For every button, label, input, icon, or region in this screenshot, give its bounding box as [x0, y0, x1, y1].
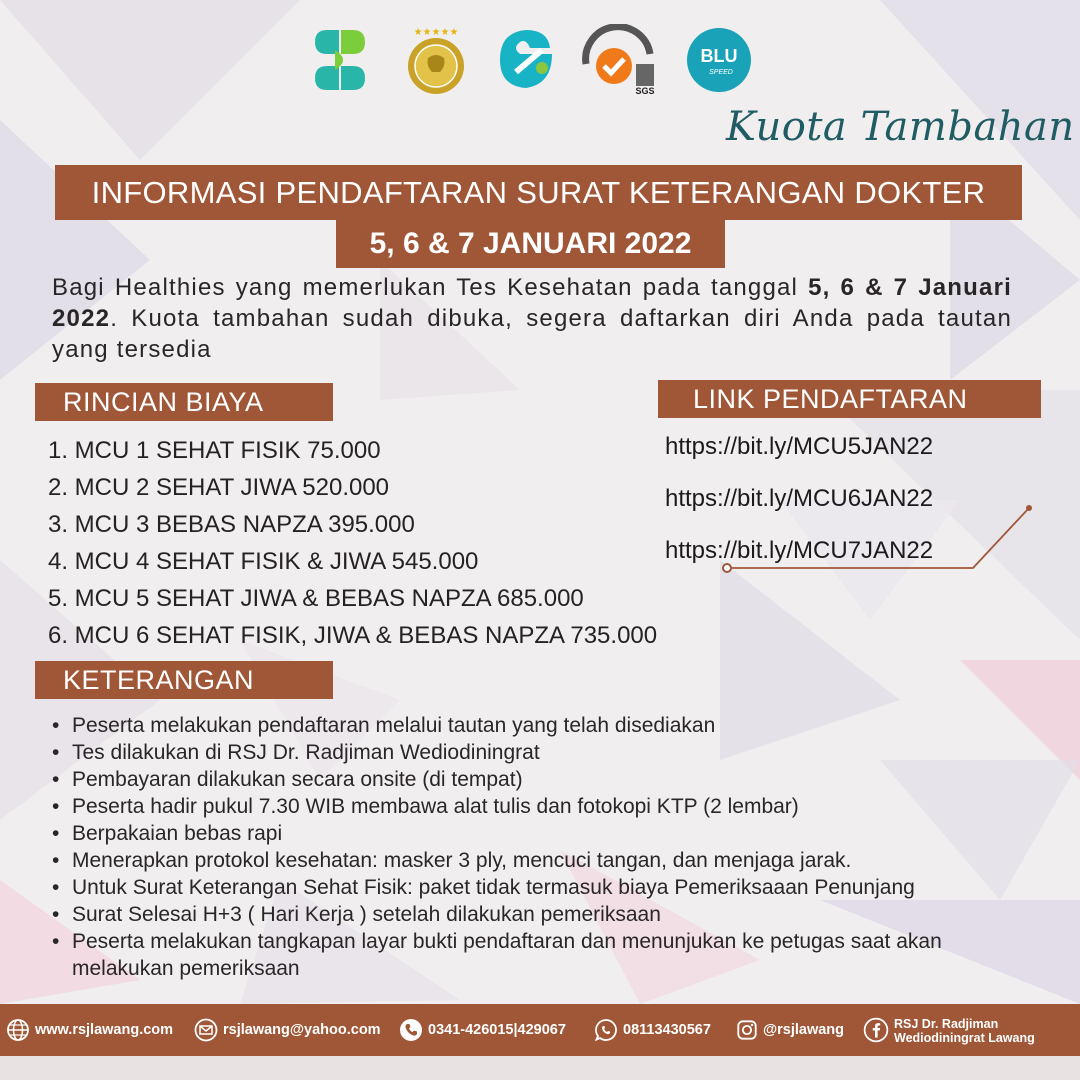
whatsapp-text: 08113430567 — [623, 1022, 711, 1038]
bullet: • — [52, 876, 60, 899]
footer-instagram[interactable] — [736, 1015, 844, 1045]
facebook-icon — [863, 1017, 889, 1043]
whatsapp-icon — [594, 1018, 618, 1042]
footer-whatsapp[interactable] — [594, 1015, 711, 1045]
bullet: • — [52, 768, 60, 791]
cost-list — [48, 432, 657, 654]
decorative-connector-line — [718, 500, 1038, 580]
footer-website[interactable] — [6, 1015, 173, 1045]
svg-text:SPEED: SPEED — [709, 69, 733, 76]
bullet: • — [52, 849, 60, 872]
footer-phone[interactable] — [399, 1015, 566, 1045]
phone-icon — [399, 1018, 423, 1042]
facebook-line-1: RSJ Dr. Radjiman — [894, 1017, 999, 1031]
event-date: 5, 6 & 7 JANUARI 2022 — [336, 220, 725, 268]
kemenkes-logo — [305, 24, 375, 96]
bullet: • — [52, 795, 60, 818]
notes-heading: KETERANGAN — [35, 661, 333, 699]
instagram-icon — [736, 1019, 758, 1041]
facebook-line-2: Wediodiningrat Lawang — [894, 1031, 1035, 1045]
cost-item: 1. MCU 1 SEHAT FISIK 75.000 — [48, 437, 381, 464]
sgs-iso-certification — [580, 24, 660, 96]
blu-speed-logo — [683, 24, 755, 96]
germas-logo — [490, 24, 562, 96]
note-item: • Tes dilakukan di RSJ Dr. Radjiman Wediodiningrat — [52, 741, 540, 764]
registration-link-6jan[interactable]: https://bit.ly/MCU6JAN22 — [665, 485, 934, 512]
note-item: • Peserta melakukan tangkapan layar bukti pendaftaran dan menunjukan ke petugas saat akan melakukan pemeriksaan — [52, 930, 942, 980]
registration-link-7jan[interactable]: https://bit.ly/MCU7JAN22 — [665, 537, 934, 564]
note-item: • Menerapkan protokol kesehatan: masker 3 ply, mencuci tangan, dan menjaga jarak. — [52, 849, 852, 872]
instagram-text: @rsjlawang — [763, 1022, 845, 1038]
links-heading: LINK PENDAFTARAN — [658, 380, 1041, 418]
note-item: • Peserta hadir pukul 7.30 WIB membawa alat tulis dan fotokopi KTP (2 lembar) — [52, 795, 799, 818]
intro-paragraph — [52, 272, 1012, 365]
quality-award-seal — [400, 24, 472, 96]
globe-icon — [6, 1018, 30, 1042]
bullet: • — [52, 903, 60, 926]
phone-text: 0341-426015|429067 — [428, 1022, 566, 1038]
website-text: www.rsjlawang.com — [35, 1022, 174, 1038]
cost-heading: RINCIAN BIAYA — [35, 383, 333, 421]
note-item: • Pembayaran dilakukan secara onsite (di tempat) — [52, 768, 523, 791]
bullet: • — [52, 822, 60, 845]
intro-text-2: . Kuota tambahan sudah dibuka, segera daftarkan diri Anda pada tautan yang tersedia — [52, 305, 1012, 363]
page-title: INFORMASI PENDAFTARAN SURAT KETERANGAN DOKTER — [55, 165, 1022, 220]
cost-item: 2. MCU 2 SEHAT JIWA 520.000 — [48, 474, 390, 501]
bullet: • — [52, 714, 60, 737]
svg-text:★★★★★: ★★★★★ — [413, 27, 459, 38]
svg-text:BLU: BLU — [700, 46, 738, 66]
note-item: • Peserta melakukan pendaftaran melalui tautan yang telah disediakan — [52, 714, 716, 737]
mail-icon — [194, 1018, 218, 1042]
note-item: • Surat Selesai H+3 ( Hari Kerja ) setelah dilakukan pemeriksaan — [52, 903, 661, 926]
email-text: rsjlawang@yahoo.com — [223, 1022, 381, 1038]
registration-link-5jan[interactable]: https://bit.ly/MCU5JAN22 — [665, 433, 934, 460]
logo-row — [305, 24, 765, 100]
svg-text:SGS: SGS — [635, 86, 655, 96]
note-item: • Untuk Surat Keterangan Sehat Fisik: paket tidak termasuk biaya Pemeriksaaan Penunjang — [52, 876, 915, 899]
intro-dates: 5, 6 & 7 Januari 2022 — [52, 274, 1012, 332]
facebook-text — [894, 1017, 1035, 1045]
footer-strip — [0, 1056, 1080, 1080]
headline: Kuota Tambahan — [726, 104, 1075, 150]
bullet: • — [52, 741, 60, 764]
cost-item: 6. MCU 6 SEHAT FISIK, JIWA & BEBAS NAPZA 735.000 — [48, 622, 658, 649]
notes-list — [52, 712, 1042, 982]
footer-facebook[interactable] — [863, 1017, 1035, 1055]
cost-item: 5. MCU 5 SEHAT JIWA & BEBAS NAPZA 685.000 — [48, 585, 584, 612]
intro-text-1: Bagi Healthies yang memerlukan Tes Kesehatan pada tanggal — [52, 274, 809, 301]
cost-item: 3. MCU 3 BEBAS NAPZA 395.000 — [48, 511, 415, 538]
cost-item: 4. MCU 4 SEHAT FISIK & JIWA 545.000 — [48, 548, 479, 575]
bullet: • — [52, 930, 60, 953]
footer-email[interactable] — [194, 1015, 381, 1045]
note-item: • Berpakaian bebas rapi — [52, 822, 283, 845]
